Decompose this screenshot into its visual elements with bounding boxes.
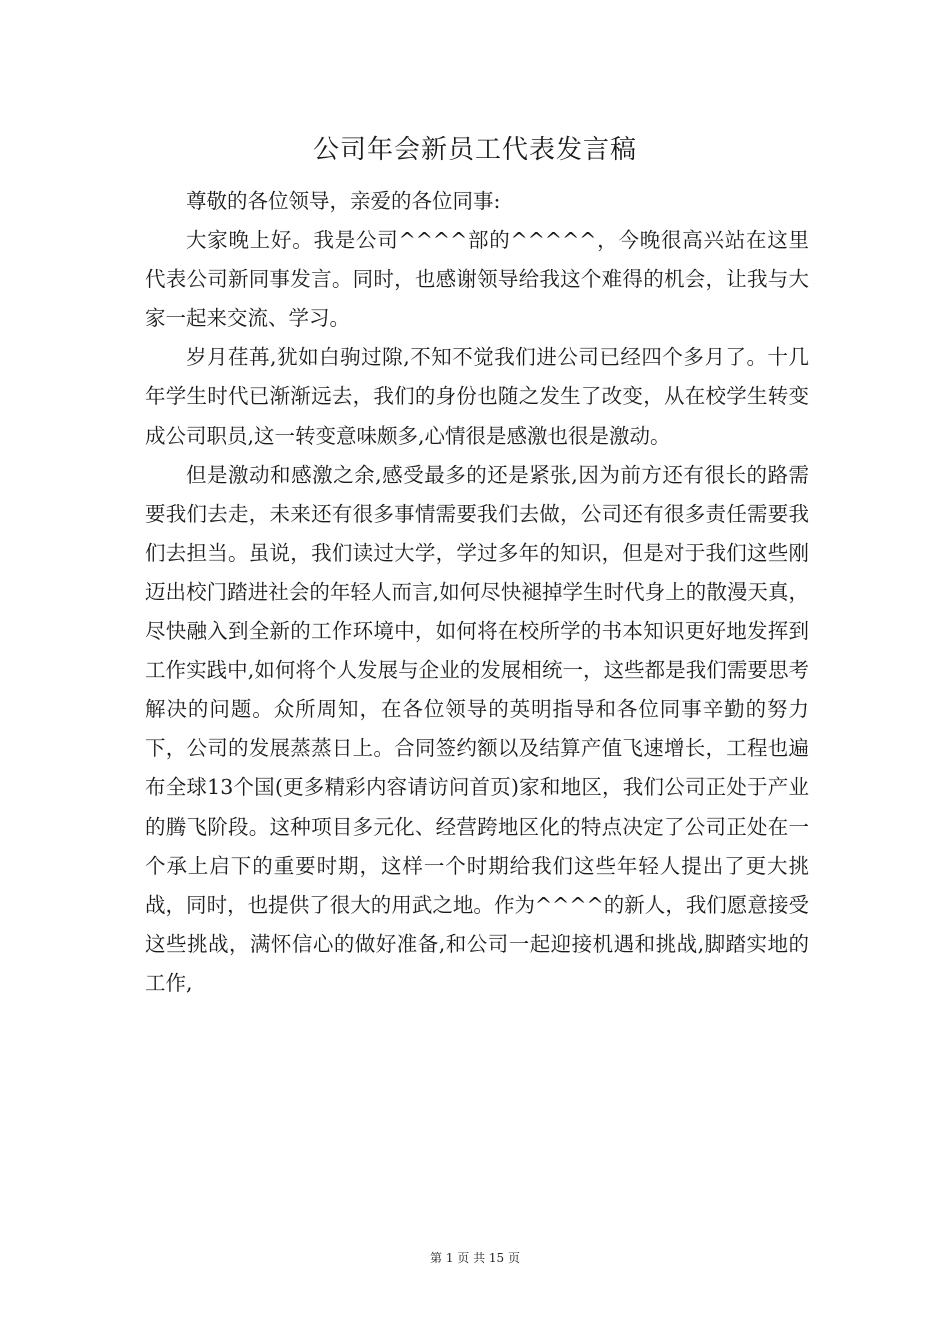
reflection-paragraph: 岁月荏苒,犹如白驹过隙,不知不觉我们进公司已经四个多月了。十几年学生时代已渐渐远去，我们的身份也随之发生了改变，从在校学生转变成公司职员,这一转变意味颇多,心情很是感激也很是激动。 (145, 345, 809, 448)
salutation-paragraph: 尊敬的各位领导，亲爱的各位同事: (186, 189, 501, 213)
challenge-paragraph: 但是激动和感激之余,感受最多的还是紧张,因为前方还有很长的路需要我们去走，未来还有很多事情需要我们去做，公司还有很多责任需要我们去担当。虽说，我们读过大学，学过多年的知识，但是对于我们这些刚迈出校门踏进社会的年轻人而言,如何尽快褪掉学生时代身上的散漫天真，尽快融入到全新的工作环境中，如何将在校所学的书本知识更好地发挥到工作实践中,如何将个人发展与企业的发展相统一，这些都是我们需要思考解决的问题。众所周知，在各位领导的英明指导和各位同事辛勤的努力下，公司的发展蒸蒸日上。合同签约额以及结算产值飞速增长，工程也遍布全球13个国(更多精彩内容请访问首页)家和地区，我们公司正处于产业的腾飞阶段。这种项目多元化、经营跨地区化的特点决定了公司正处在一个承上启下的重要时期，这样一个时期给我们这些年轻人提出了更大挑战，同时，也提供了很大的用武之地。作为^^^^的新人，我们愿意接受这些挑战，满怀信心的做好准备,和公司一起迎接机遇和挑战,脚踏实地的工作, (145, 462, 809, 995)
greeting-paragraph: 大家晚上好。我是公司^^^^部的^^^^^，今晚很高兴站在这里代表公司新同事发言。同时，也感谢领导给我这个难得的机会，让我与大家一起来交流、学习。 (145, 228, 809, 331)
document-title: 公司年会新员工代表发言稿 (312, 135, 637, 165)
document-body (145, 182, 809, 1003)
page-number-footer: 第 1 页 共 15 页 (430, 1251, 520, 1265)
